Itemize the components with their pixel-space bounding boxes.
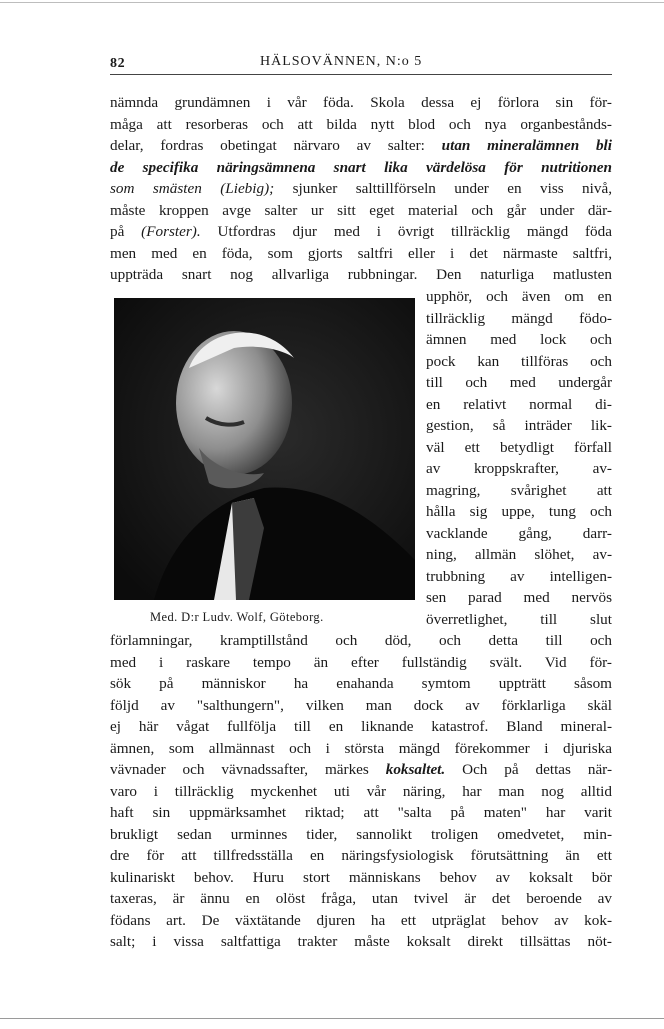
text-line: haft sin uppmärksamhet riktad; att "salta på maten" har varit <box>110 804 612 821</box>
text-line: hålla sig uppe, tung och <box>426 503 612 520</box>
text-line: väl ett betydligt förfall <box>426 438 612 456</box>
running-header <box>110 52 612 75</box>
text-line: kulinariskt behov. Huru stort människans behov av koksalt bör <box>110 868 612 886</box>
body-text-bottom <box>110 630 612 953</box>
text-line: pock kan tillföras och <box>426 352 612 370</box>
text-line: en relativt normal di- <box>426 395 612 413</box>
text-line: delar, fordras obetingat närvaro av salter: utan mineralämnen bli <box>110 137 612 154</box>
text-line: de specifika näringsämnena snart lika värdelösa för nutritionen <box>110 158 612 176</box>
text-line: ning, allmän slöhet, av- <box>426 546 612 563</box>
text-line: dre för att tillfredsställa en näringsfysiologisk förutsättning än ett <box>110 847 612 864</box>
text-line: vävnader och vävnadssafter, märkes koksaltet. Och på dettas när- <box>110 761 612 778</box>
text-line: men med en föda, som gjorts saltfri eller i det närmaste saltfri, <box>110 244 612 262</box>
text-line: nämnda grundämnen i vår föda. Skola dessa ej förlora sin för- <box>110 94 612 111</box>
text-line: på (Forster). Utfordras djur med i övrigt tillräcklig mängd föda <box>110 223 612 240</box>
text-line: gestion, så inträder lik- <box>426 417 612 434</box>
text-line: födans art. De växtätande djuren ha ett utpräglat behov av kok- <box>110 911 612 929</box>
body-text-top <box>110 92 612 286</box>
text-line: överretlighet, till slut <box>426 610 612 628</box>
text-line: som smästen (Liebig); sjunker salttillförseln under en viss nivå, <box>110 180 612 197</box>
body-text-middle <box>426 286 612 630</box>
text-line: med i raskare tempo än efter fullständig svält. Vid för- <box>110 653 612 671</box>
text-line: magring, svårighet att <box>426 481 612 499</box>
text-line: ämnen, som allmännast och i största mängd förekommer i djuriska <box>110 739 612 757</box>
photo-caption: Med. D:r Ludv. Wolf, Göteborg. <box>150 610 324 624</box>
portrait-illustration <box>114 298 415 600</box>
text-line: ej här vågat fullfölja till en liknande katastrof. Bland mineral- <box>110 718 612 735</box>
text-line: ämnen med lock och <box>426 331 612 348</box>
text-line: sen parad med nervös <box>426 589 612 606</box>
text-line: förlamningar, kramptillstånd och död, och detta till och <box>110 632 612 649</box>
text-line: följd av "salthungern", vilken man dock av förklarliga skäl <box>110 696 612 714</box>
text-line: vacklande gång, darr- <box>426 524 612 542</box>
text-line: måste kroppen avge salter ur sitt eget material och går under där- <box>110 201 612 219</box>
text-line: upphör, och även om en <box>426 288 612 305</box>
text-line: av kroppskrafter, av- <box>426 460 612 477</box>
text-line: taxeras, är ännu en olöst fråga, utan tvivel är det beroende av <box>110 890 612 907</box>
journal-title: HÄLSOVÄNNEN, N:o 5 <box>260 54 423 69</box>
page-number: 82 <box>110 56 126 71</box>
text-line: tillräcklig mängd födo- <box>426 309 612 327</box>
text-line: salt; i vissa saltfattiga trakter måste koksalt direkt tillsättas nöt- <box>110 933 612 950</box>
text-line: uppträda snart nog allvarliga rubbningar. Den naturliga matlusten <box>110 266 612 283</box>
page-edge-top <box>0 2 664 3</box>
text-line: varo i tillräcklig myckenhet uti vår näring, har man nog alltid <box>110 782 612 800</box>
text-line: sök på människor ha enahanda symtom uppträtt såsom <box>110 675 612 692</box>
text-line: brukligt sedan urminnes tider, sannolikt troligen omedvetet, min- <box>110 825 612 843</box>
text-line: till och med undergår <box>426 374 612 391</box>
text-line: måga att resorberas och att bilda nytt blod och nya organbestånds- <box>110 115 612 133</box>
page-edge-bottom <box>0 1018 664 1019</box>
portrait-photo <box>114 298 415 600</box>
text-line: trubbning av intelligen- <box>426 567 612 585</box>
